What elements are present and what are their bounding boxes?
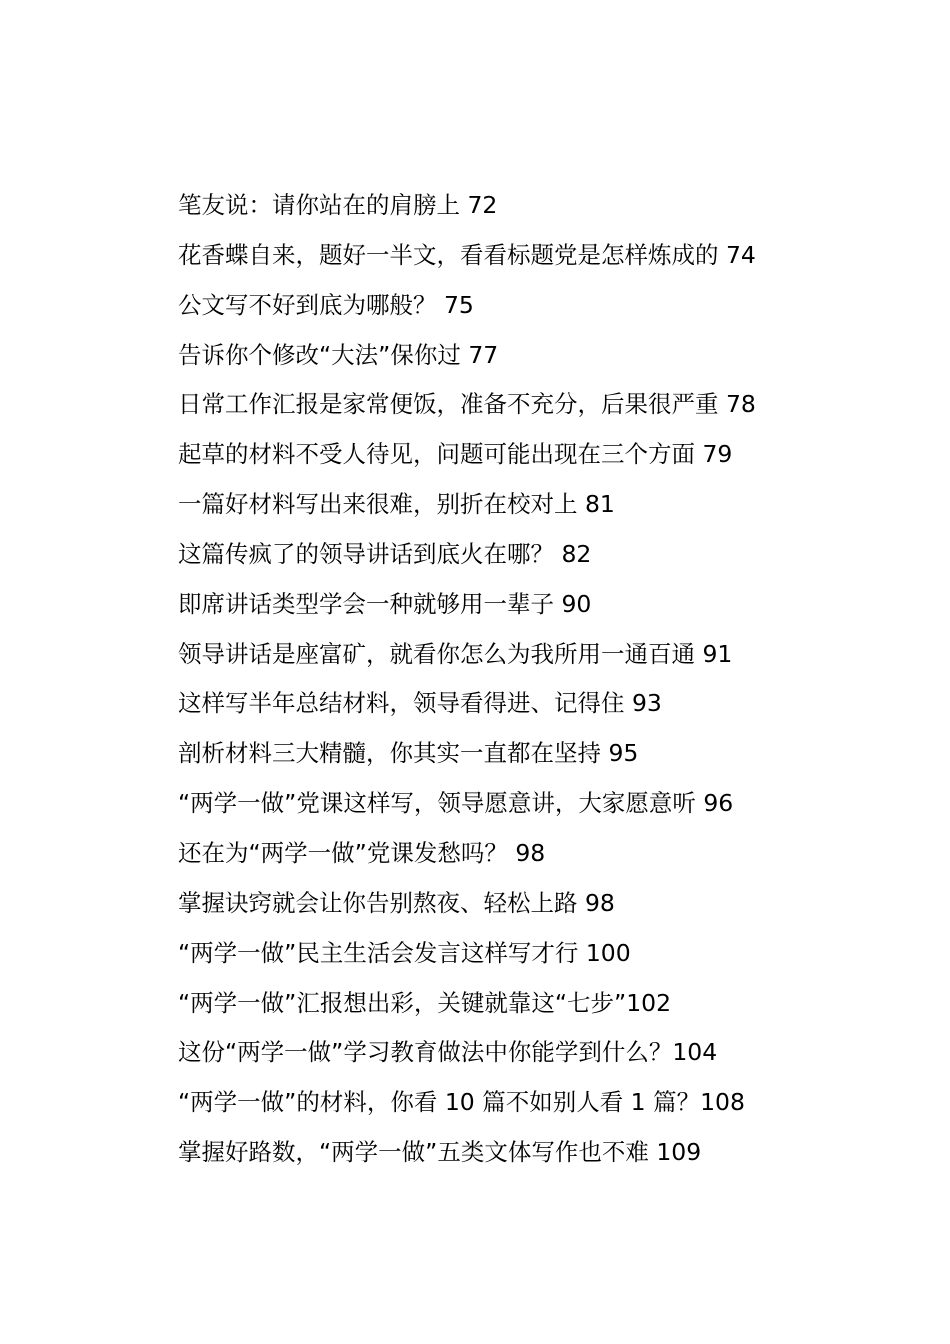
toc-entry: 这篇传疯了的领导讲话到底火在哪？ 82 xyxy=(178,539,592,568)
toc-entry: “两学一做”汇报想出彩，关键就靠这“七步”102 xyxy=(178,988,672,1017)
toc-entry: 一篇好材料写出来很难，别折在校对上 81 xyxy=(178,490,615,519)
toc-entry: 笔友说：请你站在的肩膀上 72 xyxy=(178,191,498,219)
toc-entry: 掌握好路数，“两学一做”五类文体写作也不难 109 xyxy=(178,1138,702,1167)
toc-entry: 告诉你个修改“大法”保你过 77 xyxy=(178,340,499,369)
toc-entry: 这份“两学一做”学习教育做法中你能学到什么？104 xyxy=(178,1038,718,1067)
toc-entry: “两学一做”的材料，你看 10 篇不如别人看 1 篇？108 xyxy=(178,1088,745,1117)
toc-entry: 即席讲话类型学会一种就够用一辈子 90 xyxy=(178,589,592,618)
toc-entry: “两学一做”民主生活会发言这样写才行 100 xyxy=(178,938,631,967)
toc-entry: 剖析材料三大精髓，你其实一直都在坚持 95 xyxy=(178,739,639,768)
toc-entry: 花香蝶自来，题好一半文，看看标题党是怎样炼成的 74 xyxy=(178,240,756,269)
toc-entry: 起草的材料不受人待见，问题可能出现在三个方面 79 xyxy=(178,440,733,469)
toc-entry: 这样写半年总结材料，领导看得进、记得住 93 xyxy=(178,689,662,718)
toc-entry: 掌握诀窍就会让你告别熬夜、轻松上路 98 xyxy=(178,888,615,917)
toc-entry: 日常工作汇报是家常便饭，准备不充分，后果很严重 78 xyxy=(178,390,756,419)
toc-entry: 领导讲话是座富矿，就看你怎么为我所用一通百通 91 xyxy=(178,639,733,668)
table-of-contents xyxy=(178,181,858,1178)
toc-entry: “两学一做”党课这样写，领导愿意讲，大家愿意听 96 xyxy=(178,789,734,818)
toc-entry: 公文写不好到底为哪般？ 75 xyxy=(178,290,474,319)
toc-entry: 还在为“两学一做”党课发愁吗？ 98 xyxy=(178,838,546,867)
